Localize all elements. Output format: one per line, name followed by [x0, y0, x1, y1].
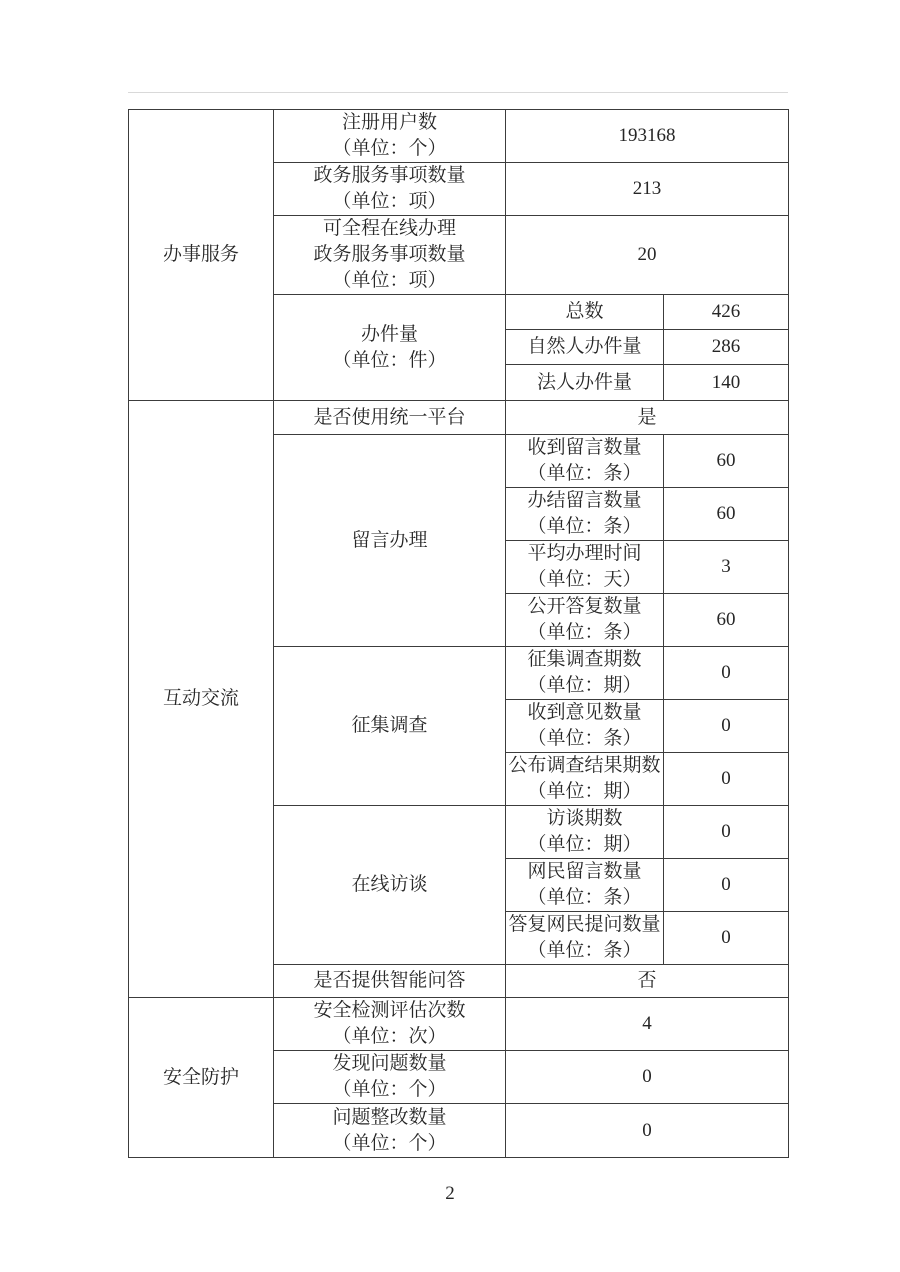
submetric-value-cell [664, 647, 789, 700]
submetric-value: 0 [721, 874, 731, 895]
metric-unit: （单位：个） [332, 1079, 447, 1100]
metric-value: 193168 [618, 125, 676, 146]
metric-value: 是 [637, 406, 657, 428]
submetric-label-cell [506, 912, 664, 965]
category-label: 互动交流 [162, 688, 239, 709]
page-number: 2 [445, 1183, 455, 1204]
submetric-value-cell [664, 700, 789, 753]
metric-label-cell [274, 1051, 506, 1104]
submetric-label: 法人办件量 [536, 371, 632, 393]
metric-label: 安全检测评估次数 [313, 1000, 466, 1021]
metric-group-label-cell [274, 295, 506, 401]
metric-group-label-cell [274, 806, 506, 965]
submetric-value: 0 [721, 927, 731, 948]
metric-label-cell [274, 401, 506, 435]
metric-value: 213 [632, 178, 662, 199]
category-service-handling [129, 110, 274, 401]
submetric-value: 0 [721, 768, 731, 789]
metric-value: 20 [637, 244, 657, 265]
submetric-unit: （单位：天） [527, 569, 642, 590]
submetric-value-cell [664, 541, 789, 594]
submetric-label-cell [506, 647, 664, 700]
submetric-value-cell [664, 295, 789, 330]
submetric-label-cell [506, 295, 664, 330]
submetric-label: 公开答复数量 [527, 596, 642, 617]
submetric-label: 征集调查期数 [527, 649, 642, 670]
metric-value-cell [506, 163, 789, 216]
metric-value-cell [506, 216, 789, 295]
metric-value: 0 [642, 1066, 652, 1087]
metric-value-cell [506, 401, 789, 435]
submetric-label: 总数 [565, 301, 604, 322]
metric-unit: （单位：次） [332, 1026, 447, 1047]
metric-unit: （单位：项） [332, 270, 447, 291]
submetric-label: 公布调查结果期数 [508, 755, 661, 776]
metric-label: 政务服务事项数量 [313, 165, 466, 186]
table-row [129, 401, 789, 435]
submetric-label-cell [506, 330, 664, 365]
submetric-label-cell [506, 541, 664, 594]
metric-value-cell [506, 1104, 789, 1158]
submetric-label: 访谈期数 [546, 808, 623, 829]
metric-label: 问题整改数量 [332, 1106, 447, 1128]
metric-unit: （单位：件） [332, 349, 447, 371]
page-top-rule [128, 92, 788, 93]
submetric-value-cell [664, 594, 789, 647]
metric-label: 办件量 [360, 323, 418, 345]
metric-value-cell [506, 965, 789, 998]
metric-label: 可全程在线办理 [322, 218, 456, 239]
statistics-table [128, 109, 789, 1158]
submetric-unit: （单位：条） [527, 940, 642, 961]
metric-unit: （单位：个） [332, 1132, 447, 1154]
metric-value-cell [506, 110, 789, 163]
submetric-label: 自然人办件量 [527, 336, 642, 357]
submetric-value-cell [664, 488, 789, 541]
submetric-value: 60 [716, 609, 736, 630]
metric-label: 在线访谈 [351, 874, 428, 895]
submetric-unit: （单位：期） [527, 675, 642, 696]
metric-label: 发现问题数量 [332, 1053, 447, 1074]
metric-label-cell [274, 998, 506, 1051]
submetric-label: 平均办理时间 [527, 543, 642, 564]
metric-label: 政务服务事项数量 [313, 244, 466, 265]
metric-label-cell [274, 163, 506, 216]
metric-label-cell [274, 965, 506, 998]
metric-value: 0 [642, 1119, 652, 1141]
submetric-value: 60 [716, 450, 736, 471]
submetric-value-cell [664, 806, 789, 859]
category-interaction [129, 401, 274, 998]
submetric-unit: （单位：期） [527, 781, 642, 802]
metric-group-label-cell [274, 435, 506, 647]
submetric-label-cell [506, 753, 664, 806]
submetric-label-cell [506, 859, 664, 912]
metric-value: 4 [642, 1013, 652, 1034]
metric-label: 是否提供智能问答 [313, 970, 466, 991]
metric-label-cell [274, 216, 506, 295]
submetric-value: 60 [716, 503, 736, 524]
submetric-value-cell [664, 330, 789, 365]
metric-value-cell [506, 1051, 789, 1104]
metric-label-cell [274, 110, 506, 163]
submetric-label-cell [506, 435, 664, 488]
metric-value-cell [506, 998, 789, 1051]
submetric-value: 426 [711, 301, 741, 322]
submetric-label-cell [506, 806, 664, 859]
submetric-value: 0 [721, 662, 731, 683]
metric-label: 留言办理 [351, 529, 428, 551]
submetric-value-cell [664, 912, 789, 965]
submetric-unit: （单位：条） [527, 728, 642, 749]
submetric-label: 网民留言数量 [527, 861, 642, 882]
metric-label-cell [274, 1104, 506, 1158]
submetric-label: 收到意见数量 [527, 702, 642, 723]
submetric-value: 0 [721, 715, 731, 736]
submetric-value: 3 [721, 556, 731, 577]
submetric-label: 办结留言数量 [527, 490, 642, 511]
submetric-value-cell [664, 753, 789, 806]
submetric-unit: （单位：条） [527, 622, 642, 643]
submetric-value: 140 [711, 371, 741, 393]
submetric-unit: （单位：条） [527, 463, 642, 484]
metric-label: 征集调查 [351, 715, 428, 736]
submetric-label-cell [506, 365, 664, 401]
submetric-unit: （单位：期） [527, 834, 642, 855]
submetric-value: 286 [711, 336, 741, 357]
submetric-value: 0 [721, 821, 731, 842]
metric-label: 注册用户数 [341, 112, 437, 133]
submetric-label: 收到留言数量 [527, 437, 642, 458]
category-label: 办事服务 [162, 244, 239, 265]
submetric-label-cell [506, 700, 664, 753]
metric-unit: （单位：项） [332, 191, 447, 212]
submetric-unit: （单位：条） [527, 887, 642, 908]
metric-value: 否 [637, 970, 657, 991]
category-security-protection [129, 998, 274, 1158]
metric-label: 是否使用统一平台 [313, 406, 466, 428]
metric-unit: （单位：个） [332, 138, 447, 159]
table-row [129, 998, 789, 1051]
category-label: 安全防护 [162, 1066, 239, 1088]
submetric-unit: （单位：条） [527, 516, 642, 537]
submetric-value-cell [664, 859, 789, 912]
submetric-label-cell [506, 594, 664, 647]
table-row [129, 110, 789, 163]
metric-group-label-cell [274, 647, 506, 806]
submetric-label: 答复网民提问数量 [508, 914, 661, 935]
submetric-label-cell [506, 488, 664, 541]
submetric-value-cell [664, 365, 789, 401]
submetric-value-cell [664, 435, 789, 488]
